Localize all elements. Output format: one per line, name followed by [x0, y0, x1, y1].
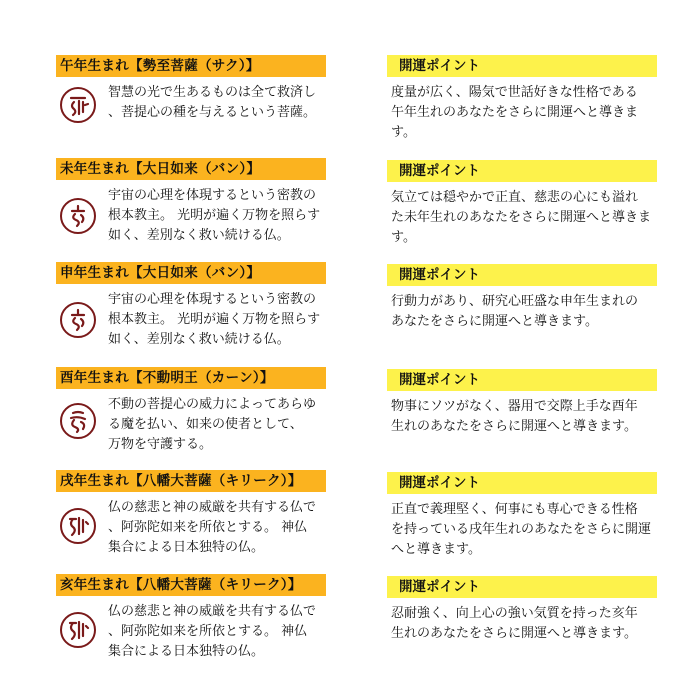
fortune-card-dog: [387, 472, 657, 560]
zodiac-body: [56, 83, 326, 123]
fortune-text: 正直で義理堅く、何事にも専心できる性格 を持っている戌年生れのあなたをさらに開運 へと導きます。: [391, 502, 652, 557]
zodiac-card-rooster: [56, 367, 326, 455]
fortune-title: 開運ポイント: [387, 160, 657, 182]
zodiac-card-boar: [56, 574, 326, 662]
zodiac-description: 宇宙の心理を体現するという密教の 根本教主。 光明が遍く万物を照らす 如く、差別なく救い続ける仏。: [108, 292, 321, 347]
fortune-card-sheep: [387, 160, 657, 248]
fortune-text: 度量が広く、陽気で世話好きな性格である 午年生れのあなたをさらに開運へと導きます。: [391, 85, 639, 140]
fortune-text: 物事にソツがなく、器用で交際上手な酉年 生れのあなたをさらに開運へと導きます。: [391, 399, 638, 434]
fortune-title: 開運ポイント: [387, 576, 657, 598]
sanskrit-ban-seal-icon: [60, 302, 96, 338]
zodiac-card-dog: [56, 470, 326, 558]
zodiac-title: 戌年生まれ【八幡大菩薩（キリーク）】: [56, 470, 326, 492]
sanskrit-ban-seal-icon: [60, 198, 96, 234]
zodiac-description: 仏の慈悲と神の威厳を共有する仏で 、阿弥陀如来を所依とする。 神仏 集合による日本独特の仏。: [108, 500, 317, 555]
zodiac-card-sheep: [56, 158, 326, 246]
zodiac-title: 亥年生まれ【八幡大菩薩（キリーク）】: [56, 574, 326, 596]
fortune-title: 開運ポイント: [387, 472, 657, 494]
fortune-title: 開運ポイント: [387, 264, 657, 286]
sanskrit-kiriku-seal-icon: [60, 612, 96, 648]
zodiac-description: 宇宙の心理を体現するという密教の 根本教主。 光明が遍く万物を照らす 如く、差別なく救い続ける仏。: [108, 188, 321, 243]
fortune-text: 忍耐強く、向上心の強い気質を持った亥年 生れのあなたをさらに開運へと導きます。: [391, 606, 638, 641]
fortune-text: 行動力があり、研究心旺盛な申年生まれの あなたをさらに開運へと導きます。: [391, 294, 639, 329]
zodiac-card-horse: [56, 55, 326, 123]
zodiac-description: 不動の菩提心の威力によってあらゆ る魔を払い、如来の使者として、 万物を守護する。: [108, 397, 317, 452]
fortune-card-boar: [387, 576, 657, 644]
zodiac-description: 智慧の光で生あるものは全て救済し 、菩提心の種を与えるという菩薩。: [108, 85, 317, 120]
zodiac-title: 午年生まれ【勢至菩薩（サク）】: [56, 55, 326, 77]
zodiac-title: 酉年生まれ【不動明王（カーン）】: [56, 367, 326, 389]
zodiac-body: [56, 290, 326, 350]
zodiac-card-monkey: [56, 262, 326, 350]
zodiac-description: 仏の慈悲と神の威厳を共有する仏で 、阿弥陀如来を所依とする。 神仏 集合による日本独特の仏。: [108, 604, 317, 659]
zodiac-body: [56, 186, 326, 246]
zodiac-title: 未年生まれ【大日如来（バン）】: [56, 158, 326, 180]
sanskrit-kiriku-seal-icon: [60, 508, 96, 544]
fortune-text: 気立ては穏やかで正直、慈悲の心にも溢れ た未年生れのあなたをさらに開運へと導きます。: [391, 190, 652, 245]
fortune-title: 開運ポイント: [387, 55, 657, 77]
sanskrit-saku-seal-icon: [60, 87, 96, 123]
fortune-card-horse: [387, 55, 657, 143]
fortune-card-rooster: [387, 369, 657, 437]
zodiac-body: [56, 498, 326, 558]
fortune-title: 開運ポイント: [387, 369, 657, 391]
zodiac-body: [56, 602, 326, 662]
sanskrit-kaan-seal-icon: [60, 403, 96, 439]
zodiac-title: 申年生まれ【大日如来（バン）】: [56, 262, 326, 284]
fortune-card-monkey: [387, 264, 657, 332]
zodiac-body: [56, 395, 326, 455]
